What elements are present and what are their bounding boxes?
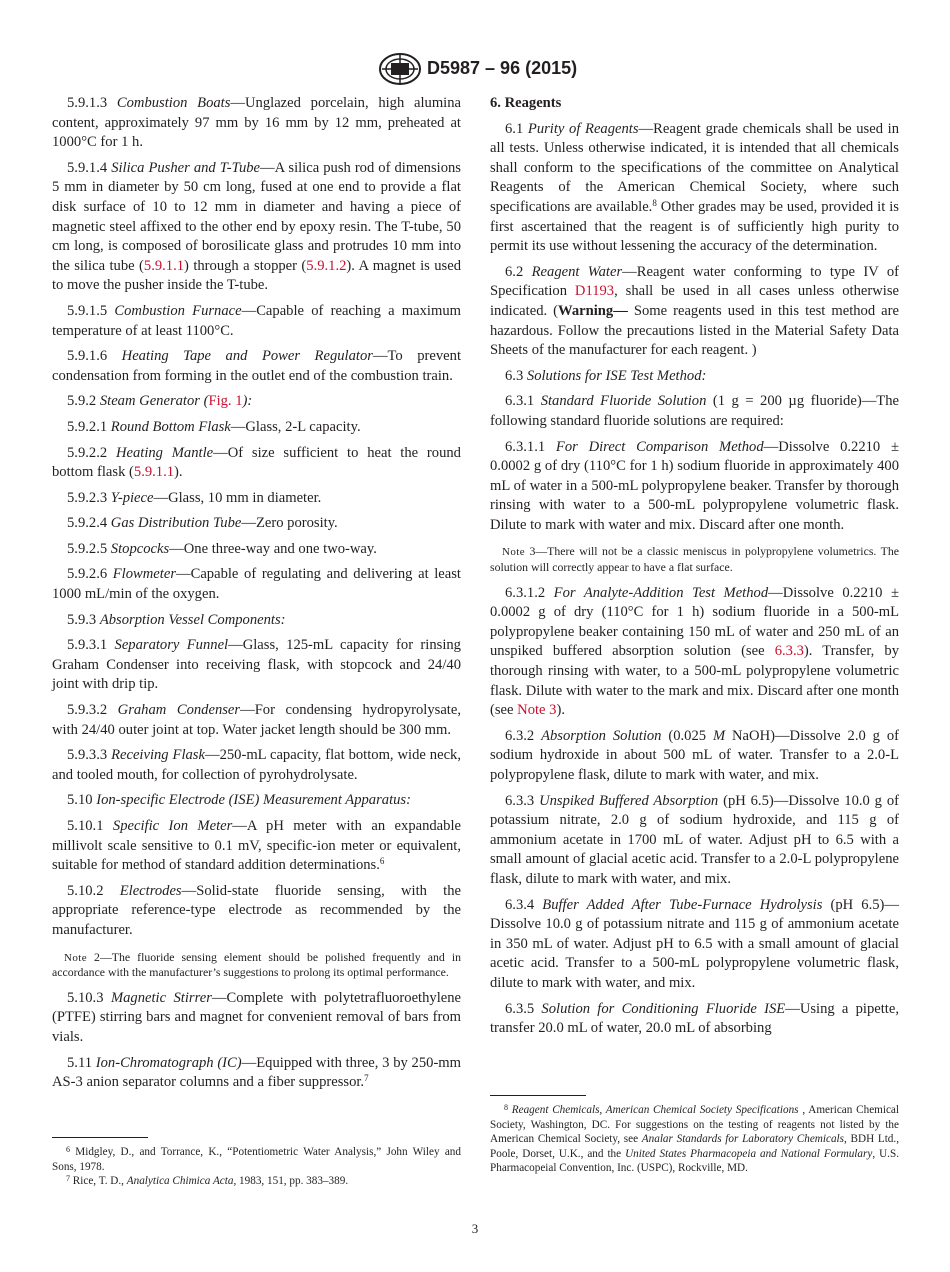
paragraph-5-9-3: 5.9.3 Absorption Vessel Components: [67, 611, 286, 628]
paragraph-5-9-1-4: 5.9.1.4 Silica Pusher and T-Tube—A silica push rod of dimensions 5 mm in diameter by 50 cm long, fused at one end to provide a flat disk surface of 10 to 12 mm in diameter and having a piece of magnetic steel affixed to the other end by epoxy resin. The T-tube, 50 cm long, is composed of borosilicate glass and protrudes 10 mm into the silica tube (5.9.1.1) through a stopper (5.9.1.2). A magnet is used to move the pusher inside the T-tube. [52, 159, 461, 294]
paragraph-6-3-1-1: 6.3.1.1 For Direct Comparison Method—Dissolve 0.2210 ± 0.0002 g of dry (110°C for 1 h) sodium fluoride in approximately 400 mL of water in a 500-mL polypropylene beaker. Transfer by thorough rinsing with water to a 500-mL polypropylene volumetric flask. Dilute to mark with water and mix. Discard after one month. [490, 438, 899, 533]
footnote-7: $^7$ Rice, T. D., Analytica Chimica Acta, 1983, 151, pp. 383–389. [66, 1174, 349, 1188]
paragraph-5-9-2-6: 5.9.2.6 Flowmeter—Capable of regulating and delivering at least 1000 mL/min of the oxygen. [52, 566, 461, 603]
paragraph-5-9-1-3: 5.9.1.3 Combustion Boats—Unglazed porcelain, high alumina content, approximately 97 mm by 16 mm by 12 mm, preheated at 1000°C for 1 h. [52, 95, 462, 151]
paragraph-5-10: 5.10 Ion-specific Electrode (ISE) Measurement Apparatus: [67, 792, 411, 809]
footnote-6: $^6$ Midgley, D., and Torrance, K., “Potentiometric Water Analysis,” John Wiley and Sons, 1978. [52, 1145, 461, 1173]
page-header [0, 52, 950, 86]
paragraph-5-9-3-2: 5.9.3.2 Graham Condenser—For condensing hydropyrolysate, with 24/40 outer joint at top. Water jacket length should be 300 mm. [52, 702, 461, 738]
footnote-ref-8: 8 [652, 197, 657, 208]
paragraph-5-10-2: 5.10.2 Electrodes—Solid-state fluoride sensing, with the appropriate reference-type electrode as recommended by the manufacturer. [52, 882, 461, 938]
left-column [52, 94, 461, 1099]
paragraph-6-3-3: 6.3.3 Unspiked Buffered Absorption (pH 6.5)—Dissolve 10.0 g of potassium nitrate, 2.0 g of sodium hydroxide, and 115 g of ammonium acetate in 1700 mL of water. Adjust pH to 6.5 with a small amount of glacial acetic acid. Transfer to a 2.0-L polypropylene flask, dilute to mark with water, and mix. [490, 792, 899, 887]
footnotes-left [52, 1137, 461, 1189]
paragraph-5-9-2-5: 5.9.2.5 Stopcocks—One three-way and one two-way. [67, 540, 377, 557]
link-6-3-3[interactable]: 6.3.3 [774, 643, 804, 660]
paragraph-5-9-2-3: 5.9.2.3 Y-piece—Glass, 10 mm in diameter. [67, 489, 322, 506]
footnote-ref-7: 7 [364, 1073, 369, 1084]
document-designation: D5987 – 96 (2015) [427, 58, 578, 78]
paragraph-5-9-3-1: 5.9.3.1 Separatory Funnel—Glass, 125-mL capacity for rinsing Graham Condenser into receiving flask, with stopcock and 24/40 joint with drip tip. [52, 637, 461, 693]
paragraph-5-9-3-3: 5.9.3.3 Receiving Flask—250-mL capacity, flat bottom, wide neck, and tooled mouth, for collection of pyrohydrolysate. [52, 747, 461, 783]
footnote-8: $^8$ Reagent Chemicals, American Chemical Society Specifications , American Chemical Society, Washington, DC. For suggestions on the testing of reagents not listed by the American Chemical Society, see Analar Standards for Laboratory Chemicals, BDH Ltd., Poole, Dorset, U.K., and the United States Pharmacopeia and National Formulary, U.S. Pharmacopeial Convention, Inc. (USPC), Rockville, MD. [490, 1103, 900, 1175]
paragraph-5-9-2: 5.9.2 Steam Generator (Fig. 1): [67, 393, 253, 410]
paragraph-6-3-1-2: 6.3.1.2 For Analyte-Addition Test Method—Dissolve 0.2210 ± 0.0002 g of dry (110°C for 1 h) sodium fluoride in a 500-mL polypropylene beaker containing 150 mL of water and 250 mL of an unspiked buffered absorption solution (see 6.3.3). Transfer, by thorough rinsing with water, to a 500-mL polypropylene volumetric flask. Dilute with water to the mark and mix. Discard after one month (see Note 3). [490, 584, 899, 719]
note-3: Note 3—There will not be a classic meniscus in polypropylene volumetrics. The solution will correctly appear to have a flat surface. [490, 544, 899, 575]
right-column [490, 94, 899, 1045]
paragraph-5-9-2-1: 5.9.2.1 Round Bottom Flask—Glass, 2-L capacity. [67, 418, 361, 435]
link-5-9-1-2[interactable]: 5.9.1.2 [306, 257, 347, 274]
paragraph-5-10-1: 5.10.1 Specific Ion Meter—A pH meter with an expandable millivolt scale sensitive to 0.1 mV, specific-ion meter or equivalent, suitable for method of standard addition determinations.$^6$ [52, 818, 461, 874]
paragraph-6-3-4: 6.3.4 Buffer Added After Tube-Furnace Hydrolysis (pH 6.5)—Dissolve 10.0 g of potassium nitrate and 115 g of ammonium acetate in 350 mL of water. Adjust pH to 6.5 with a small amount of glacial acetic acid. Transfer to a 500-mL polypropylene volumetric flask, dilute to mark with water, and mix. [490, 896, 899, 991]
section-heading-reagents: 6. Reagents [490, 95, 562, 111]
paragraph-6-3-1: 6.3.1 Standard Fluoride Solution (1 g = 200 µg fluoride)—The following standard fluoride solutions are required: [490, 393, 899, 429]
paragraph-6-3-5: 6.3.5 Solution for Conditioning Fluoride ISE—Using a pipette, transfer 20.0 mL of water, 20.0 mL of absorbing [490, 1000, 899, 1037]
link-5-9-1-1[interactable]: 5.9.1.1 [133, 464, 175, 481]
paragraph-6-3-2: 6.3.2 Absorption Solution (0.025 M NaOH)—Dissolve 2.0 g of sodium hydroxide in about 500 mL of water. Transfer to a 2.0-L polypropylene flask, dilute to mark with water, and mix. [490, 727, 899, 783]
link-d1193[interactable]: D1193 [574, 283, 615, 300]
footnote-divider [52, 1137, 148, 1138]
note-2: Note 2—The fluoride sensing element should be polished frequently and in accordance with the manufacturer’s suggestions to prolong its optimal performance. [52, 949, 461, 980]
paragraph-5-11: 5.11 Ion-Chromatograph (IC)—Equipped with three, 3 by 250-mm AS-3 anion separator columns and a fiber suppressor.$^7$ [52, 1054, 462, 1091]
paragraph-5-9-1-5: 5.9.1.5 Combustion Furnace—Capable of reaching a maximum temperature of at least 1100°C. [52, 302, 461, 339]
astm-logo-icon [378, 52, 422, 86]
link-fig-1[interactable]: Fig. 1 [208, 393, 243, 410]
link-5-9-1-1[interactable]: 5.9.1.1 [143, 257, 185, 274]
paragraph-6-1: 6.1 Purity of Reagents—Reagent grade chemicals shall be used in all tests. Unless otherwise indicated, it is intended that all chemicals shall conform to the specifications of the committee on Analytical Reagents of the American Chemical Society, where such specifications are available.$^8$ Other grades may be used, provided it is first ascertained that the reagent is of sufficiently high purity to permit its use without lessening the accuracy of the determination. [490, 120, 900, 255]
paragraph-6-2: 6.2 Reagent Water—Reagent water conforming to type IV of Specification D1193, shall be used in all cases unless otherwise indicated. (Warning— Some reagents used in this test method are hazardous. Follow the precautions listed in the Material Safety Data Sheets of the manufacturer for each reagent. ) [490, 263, 899, 359]
page-number: 3 [471, 1221, 479, 1236]
paragraph-5-9-1-6: 5.9.1.6 Heating Tape and Power Regulator—To prevent condensation from forming in the outlet end of the combustion train. [52, 348, 461, 384]
link-note-3[interactable]: Note 3 [517, 702, 557, 719]
paragraph-6-3: 6.3 Solutions for ISE Test Method: [505, 367, 707, 384]
footnotes-right [490, 1095, 899, 1176]
paragraph-5-9-2-2: 5.9.2.2 Heating Mantle—Of size sufficient to heat the round bottom flask (5.9.1.1). [52, 444, 461, 481]
footnote-ref-6: 6 [379, 856, 385, 867]
paragraph-5-9-2-4: 5.9.2.4 Gas Distribution Tube—Zero porosity. [67, 515, 338, 532]
footnote-divider [490, 1095, 586, 1096]
paragraph-5-10-3: 5.10.3 Magnetic Stirrer—Complete with polytetrafluoroethylene (PTFE) stirring bars and magnet for convenient removal of bars from vials. [52, 989, 462, 1045]
